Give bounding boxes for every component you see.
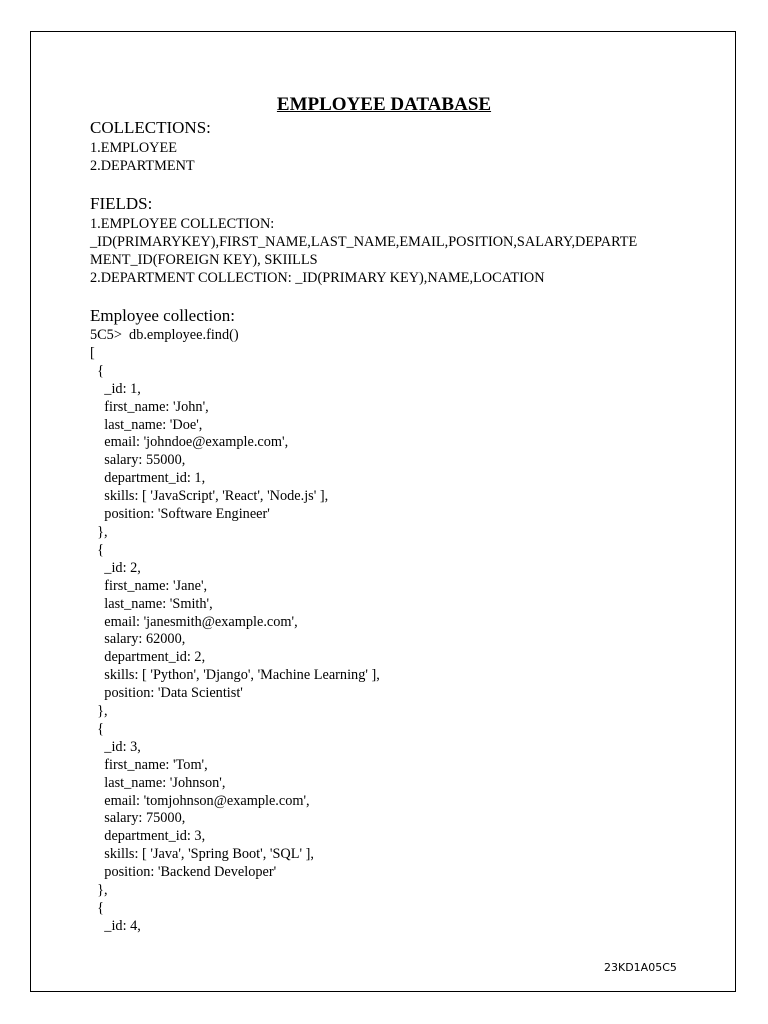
code-line: [	[90, 344, 95, 361]
code-line: salary: 62000,	[90, 631, 186, 648]
fields-line: 2.DEPARTMENT COLLECTION: _ID(PRIMARY KEY),NAME,LOCATION	[90, 270, 545, 286]
code-line: salary: 75000,	[90, 810, 186, 827]
code-line: _id: 4,	[90, 917, 141, 934]
roll-number: 23KD1A05C5	[604, 961, 677, 974]
code-line: },	[90, 882, 108, 899]
code-line: skills: [ 'Java', 'Spring Boot', 'SQL' ],	[90, 846, 314, 863]
employee-collection-section	[90, 305, 690, 936]
spacer	[90, 287, 690, 305]
code-line: department_id: 2,	[90, 649, 206, 666]
code-line: position: 'Data Scientist'	[90, 685, 243, 702]
code-line: email: 'johndoe@example.com',	[90, 434, 289, 451]
fields-line: MENT_ID(FOREIGN KEY), SKIILLS	[90, 252, 318, 268]
code-line: salary: 55000,	[90, 452, 186, 469]
code-line: {	[90, 541, 105, 558]
fields-line: 1.EMPLOYEE COLLECTION:	[90, 216, 275, 232]
code-line: _id: 1,	[90, 380, 141, 397]
code-line: department_id: 1,	[90, 470, 206, 487]
collection-item: 1.EMPLOYEE	[90, 140, 177, 156]
fields-section	[90, 193, 690, 287]
code-line: {	[90, 900, 105, 916]
spacer	[90, 175, 690, 193]
document-body	[90, 117, 690, 936]
code-line: skills: [ 'Python', 'Django', 'Machine Learning' ],	[90, 667, 380, 684]
code-line: skills: [ 'JavaScript', 'React', 'Node.js' ],	[90, 488, 329, 505]
code-line: },	[90, 523, 108, 540]
code-line: {	[90, 720, 105, 737]
code-line: },	[90, 703, 108, 720]
query-output	[90, 345, 690, 936]
fields-line: _ID(PRIMARYKEY),FIRST_NAME,LAST_NAME,EMAIL,POSITION,SALARY,DEPARTE	[90, 234, 638, 250]
code-line: email: 'tomjohnson@example.com',	[90, 792, 310, 809]
code-line: first_name: 'John',	[90, 398, 209, 415]
code-line: email: 'janesmith@example.com',	[90, 613, 298, 630]
code-line: position: 'Backend Developer'	[90, 864, 277, 881]
code-line: first_name: 'Tom',	[90, 756, 208, 773]
code-line: {	[90, 362, 105, 379]
code-line: first_name: 'Jane',	[90, 577, 208, 594]
shell-command: 5C5> db.employee.find()	[90, 327, 239, 343]
code-line: _id: 3,	[90, 738, 141, 755]
code-line: last_name: 'Smith',	[90, 595, 213, 612]
code-line: last_name: 'Johnson',	[90, 774, 226, 791]
code-line: last_name: 'Doe',	[90, 416, 203, 433]
collections-section	[90, 117, 690, 175]
code-line: _id: 2,	[90, 559, 141, 576]
fields-heading: FIELDS:	[90, 194, 153, 213]
employee-collection-heading: Employee collection:	[90, 306, 235, 325]
code-line: department_id: 3,	[90, 828, 206, 845]
collection-item: 2.DEPARTMENT	[90, 158, 195, 174]
document-title: EMPLOYEE DATABASE	[276, 94, 492, 115]
code-line: position: 'Software Engineer'	[90, 506, 270, 523]
collections-heading: COLLECTIONS:	[90, 118, 211, 137]
